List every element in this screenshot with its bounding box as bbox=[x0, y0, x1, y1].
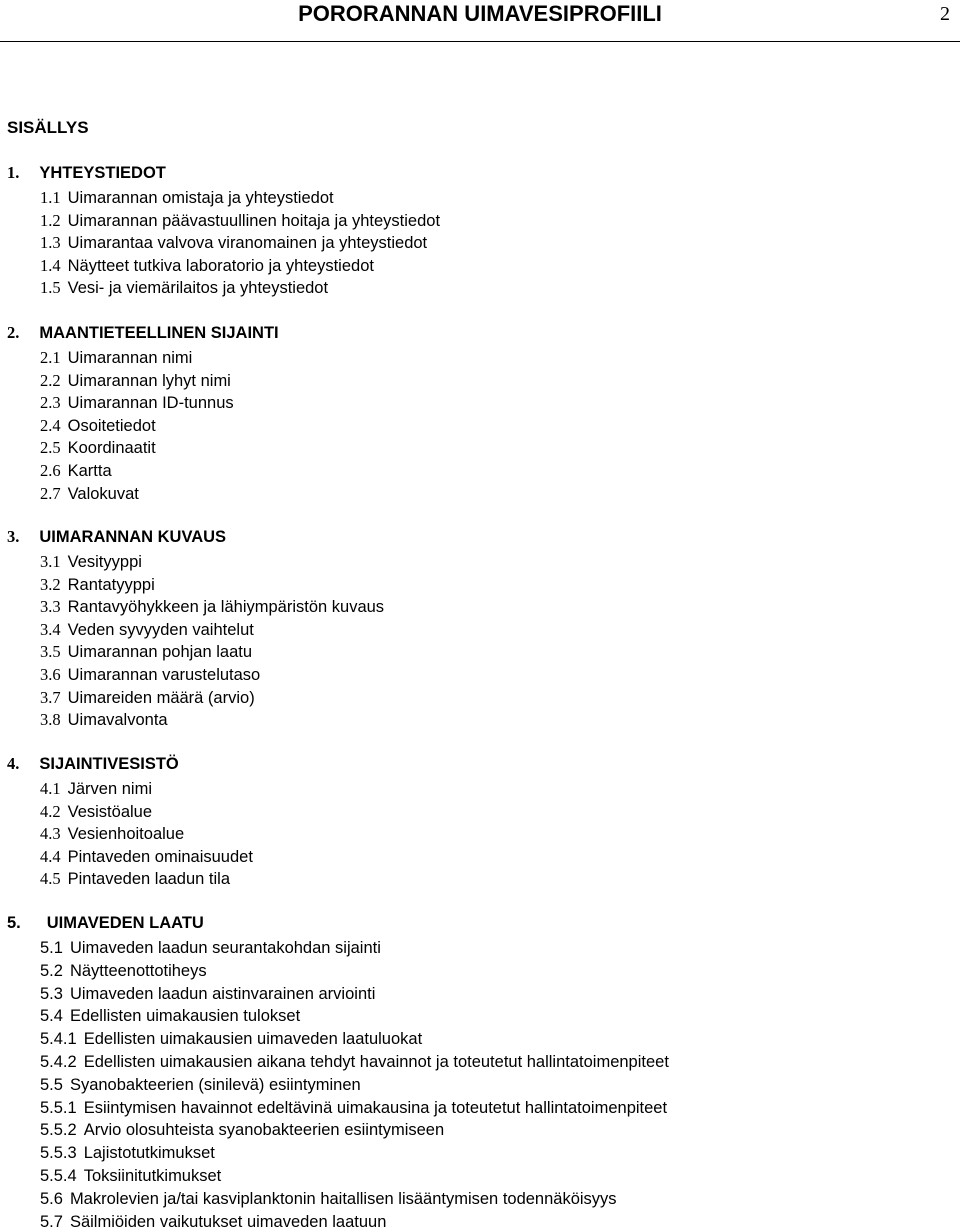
toc-item-title: Edellisten uimakausien tulokset bbox=[69, 1007, 301, 1026]
toc-item-number: 5.4.1 bbox=[40, 1030, 77, 1049]
toc-item-number: 2.6 bbox=[40, 461, 61, 480]
toc-item bbox=[40, 802, 152, 822]
toc-item-title: Uimarannan varustelutaso bbox=[67, 666, 261, 684]
toc-item bbox=[40, 393, 234, 413]
toc-section bbox=[7, 527, 226, 547]
toc-item bbox=[40, 1189, 617, 1209]
toc-item bbox=[40, 1052, 669, 1072]
toc-item-number: 5.5.1 bbox=[40, 1098, 77, 1117]
toc-item-title: Uimaveden laadun aistinvarainen arviointi bbox=[69, 984, 376, 1003]
toc-item bbox=[40, 620, 254, 640]
page-title: PORORANNAN UIMAVESIPROFIILI bbox=[298, 1, 662, 26]
toc-item-number: 1.2 bbox=[40, 210, 61, 230]
toc-item bbox=[40, 461, 112, 481]
toc-item-number: 5.5.3 bbox=[40, 1144, 77, 1163]
toc-section-number: 4. bbox=[7, 754, 20, 773]
toc-item bbox=[40, 1006, 300, 1026]
toc-item bbox=[40, 984, 375, 1004]
toc-item-title: Syanobakteerien (sinilevä) esiintyminen bbox=[69, 1075, 361, 1094]
toc-item bbox=[40, 371, 231, 391]
toc-item-title: Arvio olosuhteista syanobakteerien esiintymiseen bbox=[83, 1121, 445, 1140]
toc-item-number: 1.1 bbox=[40, 188, 61, 207]
toc-item-title: Vesistöalue bbox=[67, 802, 153, 821]
toc-item-number: 5.7 bbox=[40, 1212, 63, 1231]
toc-section-title: YHTEYSTIEDOT bbox=[39, 164, 166, 182]
toc-item bbox=[40, 256, 374, 276]
toc-section bbox=[7, 913, 204, 933]
toc-item-title: Vesienhoitoalue bbox=[67, 825, 185, 844]
toc-item bbox=[40, 938, 381, 958]
toc-heading: SISÄLLYS bbox=[7, 118, 89, 137]
toc-item bbox=[40, 665, 260, 685]
toc-item-number: 2.2 bbox=[40, 370, 61, 390]
toc-item-number: 1.3 bbox=[40, 233, 61, 253]
toc-item-number: 2.4 bbox=[40, 415, 61, 435]
toc-item-title: Vesityyppi bbox=[67, 553, 142, 571]
toc-item-title: Pintaveden laadun tila bbox=[67, 870, 230, 889]
toc-section bbox=[7, 163, 166, 183]
toc-item-number: 4.4 bbox=[40, 846, 61, 866]
toc-item-title: Uimarannan lyhyt nimi bbox=[67, 371, 231, 390]
toc-item-number: 1.4 bbox=[40, 255, 61, 275]
toc-item-title: Rantatyyppi bbox=[67, 575, 155, 594]
toc-item-number: 5.4 bbox=[40, 1007, 63, 1026]
toc-item-title: Uimaveden laadun seurantakohdan sijainti bbox=[69, 939, 381, 957]
toc-item-title: Järven nimi bbox=[67, 780, 152, 798]
toc-item-number: 2.7 bbox=[40, 483, 61, 503]
toc-item-number: 4.2 bbox=[40, 801, 61, 821]
toc-item bbox=[40, 211, 440, 231]
toc-section-number: 3. bbox=[7, 527, 20, 546]
toc-item-title: Vesi- ja viemärilaitos ja yhteystiedot bbox=[67, 279, 329, 298]
page-number: 2 bbox=[940, 3, 950, 25]
toc-item-title: Uimarantaa valvova viranomainen ja yhteystiedot bbox=[67, 234, 428, 253]
toc-item-title: Uimavalvonta bbox=[67, 711, 168, 730]
toc-item-title: Rantavyöhykkeen ja lähiympäristön kuvaus bbox=[67, 598, 385, 617]
toc-item bbox=[40, 575, 155, 595]
toc-section-number: 2. bbox=[7, 323, 20, 342]
toc-item bbox=[40, 779, 152, 799]
toc-item-number: 3.8 bbox=[40, 710, 61, 730]
toc-item bbox=[40, 1166, 221, 1186]
toc-item-number: 3.4 bbox=[40, 619, 61, 639]
toc-item-title: Uimarannan pohjan laatu bbox=[67, 643, 253, 662]
toc-item-title: Säilmiöiden vaikutukset uimaveden laatuun bbox=[69, 1212, 387, 1231]
toc-item-number: 2.3 bbox=[40, 393, 61, 413]
toc-item-number: 5.1 bbox=[40, 939, 63, 957]
toc-item bbox=[40, 1143, 215, 1163]
toc-item-title: Makrolevien ja/tai kasviplanktonin haitallisen lisääntymisen todennäköisyys bbox=[69, 1189, 617, 1208]
toc-item-number: 3.1 bbox=[40, 552, 61, 571]
toc-item-title: Edellisten uimakausien aikana tehdyt havainnot ja toteutetut hallintatoimenpiteet bbox=[83, 1053, 669, 1071]
toc-item bbox=[40, 688, 255, 708]
toc-item-number: 4.3 bbox=[40, 824, 61, 844]
toc-item-title: Koordinaatit bbox=[67, 439, 156, 458]
toc-item-number: 5.6 bbox=[40, 1189, 63, 1208]
toc-item-number: 4.5 bbox=[40, 869, 61, 889]
toc-section bbox=[7, 323, 279, 343]
toc-item bbox=[40, 824, 184, 844]
toc-item-number: 3.5 bbox=[40, 642, 61, 662]
toc-item-title: Uimarannan päävastuullinen hoitaja ja yhteystiedot bbox=[67, 211, 441, 230]
toc-item bbox=[40, 188, 334, 208]
toc-item-title: Uimarannan ID-tunnus bbox=[67, 394, 234, 413]
toc-item bbox=[40, 642, 252, 662]
toc-item-number: 1.5 bbox=[40, 278, 61, 298]
toc-item-title: Näytteenottotiheys bbox=[69, 961, 207, 980]
toc-item-number: 5.4.2 bbox=[40, 1053, 77, 1071]
toc-item bbox=[40, 484, 139, 504]
toc-item bbox=[40, 869, 230, 889]
toc-section-title: UIMARANNAN KUVAUS bbox=[39, 528, 227, 546]
toc-item-number: 2.1 bbox=[40, 348, 61, 367]
toc-item-number: 3.3 bbox=[40, 597, 61, 617]
toc-item bbox=[40, 1029, 422, 1049]
toc-item-title: Pintaveden ominaisuudet bbox=[67, 847, 253, 866]
toc-item-title: Näytteet tutkiva laboratorio ja yhteystiedot bbox=[67, 256, 374, 275]
toc-item-number: 4.1 bbox=[40, 779, 61, 798]
toc-item-title: Valokuvat bbox=[67, 484, 139, 503]
header-divider bbox=[0, 41, 960, 42]
toc-item-number: 5.5.4 bbox=[40, 1167, 77, 1185]
toc-section bbox=[7, 754, 179, 774]
toc-item bbox=[40, 597, 384, 617]
toc-item-title: Toksiinitutkimukset bbox=[83, 1167, 222, 1185]
toc-section-number: 5. bbox=[7, 914, 21, 932]
toc-item-number: 5.3 bbox=[40, 984, 63, 1003]
toc-item-title: Veden syvyyden vaihtelut bbox=[67, 620, 254, 639]
toc-item bbox=[40, 348, 192, 368]
toc-item bbox=[40, 710, 168, 730]
toc-item-number: 2.5 bbox=[40, 438, 61, 458]
toc-item-title: Uimarannan omistaja ja yhteystiedot bbox=[67, 189, 334, 207]
toc-section-title: MAANTIETEELLINEN SIJAINTI bbox=[39, 324, 279, 342]
toc-item-title: Uimareiden määrä (arvio) bbox=[67, 688, 255, 707]
toc-item bbox=[40, 1212, 386, 1232]
toc-item-number: 3.7 bbox=[40, 687, 61, 707]
toc-item-title: Kartta bbox=[67, 462, 112, 480]
toc-item-title: Osoitetiedot bbox=[67, 416, 156, 435]
toc-item bbox=[40, 438, 156, 458]
toc-item-title: Lajistotutkimukset bbox=[83, 1144, 215, 1163]
toc-item-number: 5.2 bbox=[40, 961, 63, 980]
toc-item bbox=[40, 278, 328, 298]
toc-item bbox=[40, 1120, 444, 1140]
toc-item-title: Esiintymisen havainnot edeltävinä uimakausina ja toteutetut hallintatoimenpiteet bbox=[83, 1098, 668, 1117]
toc-item bbox=[40, 1075, 361, 1095]
toc-item-number: 5.5.2 bbox=[40, 1121, 77, 1140]
toc-item bbox=[40, 847, 253, 867]
toc-item-number: 3.2 bbox=[40, 574, 61, 594]
toc-item bbox=[40, 233, 427, 253]
toc-item bbox=[40, 552, 142, 572]
toc-item-title: Edellisten uimakausien uimaveden laatuluokat bbox=[83, 1030, 423, 1049]
toc-section-number: 1. bbox=[7, 163, 20, 182]
toc-item bbox=[40, 1098, 667, 1118]
toc-section-title: UIMAVEDEN LAATU bbox=[46, 914, 204, 932]
toc-item-number: 5.5 bbox=[40, 1075, 63, 1094]
toc-item-title: Uimarannan nimi bbox=[67, 349, 193, 367]
toc-item bbox=[40, 961, 207, 981]
toc-item bbox=[40, 416, 156, 436]
toc-section-title: SIJAINTIVESISTÖ bbox=[39, 755, 179, 773]
toc-item-number: 3.6 bbox=[40, 665, 61, 684]
